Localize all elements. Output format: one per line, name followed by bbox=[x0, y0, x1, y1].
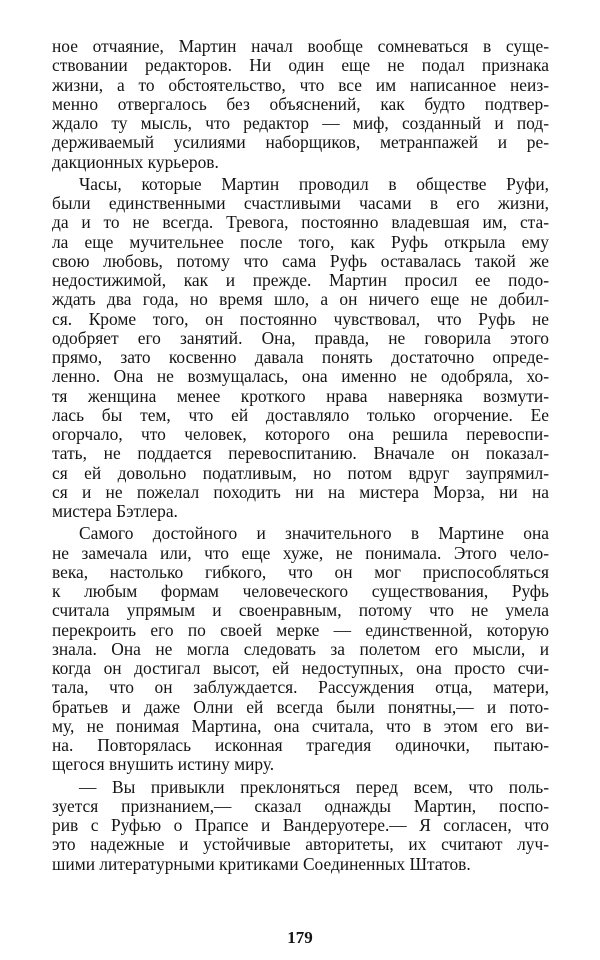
text-line: не замечала или, что еще хуже, не понимала. Этого чело- bbox=[52, 542, 549, 563]
paragraph bbox=[52, 37, 549, 172]
text-line: это надежные и устойчивые авторитеты, их считают луч- bbox=[52, 834, 549, 855]
text-line: ся. Кроме того, он постоянно чувствовал, что Руфь не bbox=[52, 308, 549, 329]
text-line: му, не понимая Мартина, она считала, что в этом его ви- bbox=[52, 715, 549, 736]
text-line: прямо, зато косвенно давала понять достаточно опреде- bbox=[52, 347, 549, 367]
text-line: рив с Руфью о Прапсе и Вандеруотере.— Я согласен, что bbox=[52, 815, 549, 835]
text-line: тать, не поддается перевоспитанию. Вначале он показал- bbox=[52, 443, 549, 464]
text-line: Часы, которые Мартин проводил в обществе Руфи, bbox=[79, 173, 549, 194]
text-line: перекроить его по своей мерке — единственной, которую bbox=[52, 619, 549, 640]
text-line: да и то не всегда. Тревога, постоянно владевшая им, ста- bbox=[52, 212, 549, 233]
text-line: тала, что он заблуждается. Рассуждения отца, матери, bbox=[52, 677, 549, 698]
paragraph bbox=[52, 778, 549, 874]
text-line: щегося внушить истину миру. bbox=[52, 754, 275, 775]
text-line: ждать два года, но время шло, а он ничего еще не добил- bbox=[52, 289, 549, 310]
text-line: Самого достойного и значительного в Мартине она bbox=[79, 523, 549, 544]
text-line: мистера Бэтлера. bbox=[52, 501, 178, 521]
text-line: ное отчаяние, Мартин начал вообще сомневаться в суще- bbox=[52, 36, 549, 56]
text-line: одобряет его занятий. Она, правда, не говорила этого bbox=[52, 327, 549, 348]
text-line: шими литературными критиками Соединенных Штатов. bbox=[52, 853, 471, 874]
text-line: ждало ту мысль, что редактор — миф, созданный и под- bbox=[52, 113, 549, 133]
text-line: жизни, а то обстоятельство, что все им написанное неиз- bbox=[52, 74, 549, 95]
text-line: считала упрямым и своенравным, потому что не умела bbox=[52, 600, 549, 621]
text-line: менно отвергалось без объяснений, как будто подтвер- bbox=[52, 93, 549, 114]
text-line: — Вы привыкли преклоняться перед всем, что поль- bbox=[79, 776, 549, 797]
text-line: зуется признанием,— сказал однажды Мартин, поспо- bbox=[52, 795, 549, 816]
text-line: знала. Она не могла следовать за полетом его мысли, и bbox=[52, 638, 549, 659]
text-line: ся и не пожелал походить ни на мистера Морза, ни на bbox=[52, 481, 549, 502]
text-line: огорчало, что человек, которого она решила перевоспи- bbox=[52, 424, 549, 444]
text-line: свою любовь, потому что сама Руфь оставалась такой же bbox=[52, 250, 549, 271]
text-line: к любым формам человеческого существования, Руфь bbox=[52, 581, 549, 601]
page-number: 179 bbox=[287, 928, 313, 947]
text-line: на. Повторялась исконная трагедия одиночки, пытаю- bbox=[52, 735, 549, 755]
text-line: ся ей довольно податливым, но потом вдруг заупрямил- bbox=[52, 462, 549, 483]
text-line: века, настолько гибкого, что он мог приспособляться bbox=[52, 561, 549, 582]
text-line: держиваемый усилиями наборщиков, метранпажей и ре- bbox=[52, 132, 549, 153]
text-line: братьев и даже Олни ей всегда были понятны,— и пото- bbox=[52, 696, 549, 717]
text-line: были единственными счастливыми часами в его жизни, bbox=[52, 193, 549, 213]
book-page-text bbox=[52, 37, 549, 877]
paragraph bbox=[52, 175, 549, 522]
text-line: недостижимой, как и прежде. Мартин просил ее подо- bbox=[52, 270, 549, 290]
text-line: ла еще мучительнее после того, как Руфь открыла ему bbox=[52, 231, 549, 252]
paragraph bbox=[52, 524, 549, 774]
text-line: тя женщина менее кроткого нрава наверняка возмути- bbox=[52, 385, 549, 406]
text-line: дакционных курьеров. bbox=[52, 151, 219, 172]
text-line: лась бы тем, что ей доставляло только огорчение. Ее bbox=[52, 404, 549, 425]
text-line: ствовании редакторов. Ни один еще не подал признака bbox=[52, 55, 549, 76]
text-line: ленно. Она не возмущалась, она именно не одобряла, хо- bbox=[52, 366, 549, 387]
text-line: когда он достигал высот, ей недоступных, она просто счи- bbox=[52, 658, 549, 678]
